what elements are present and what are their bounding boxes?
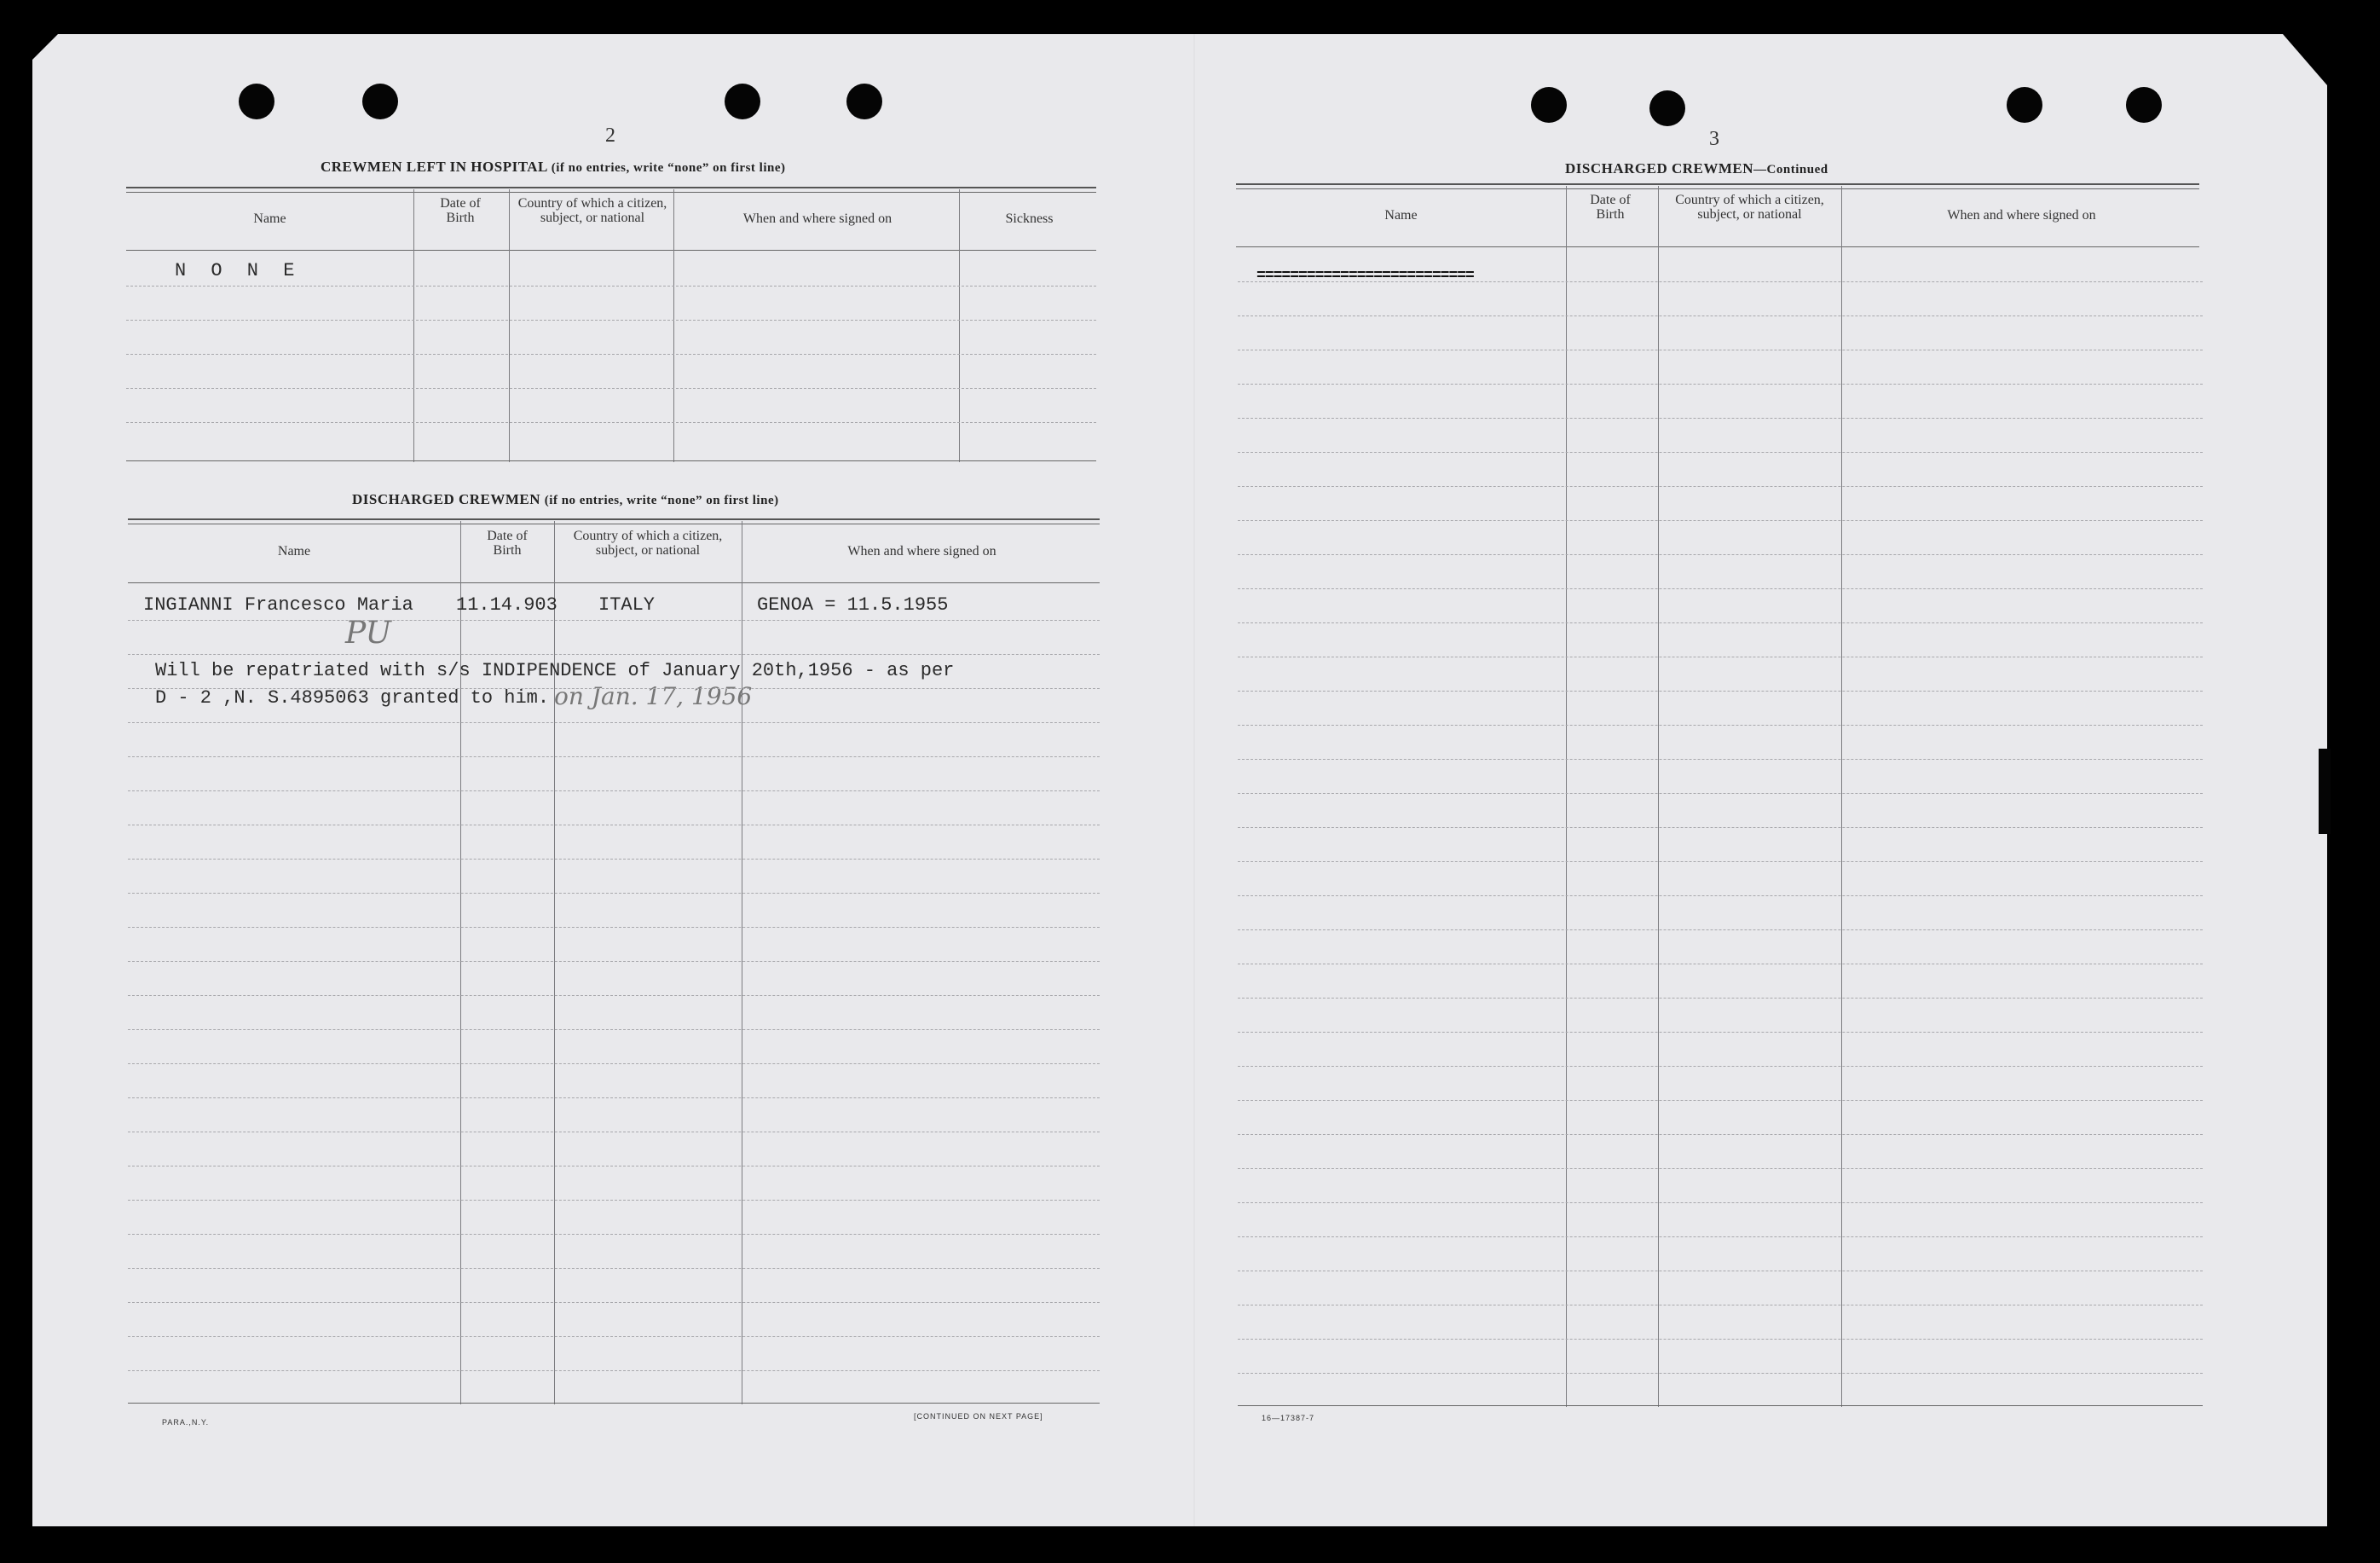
table-rule [1236, 246, 2199, 247]
ruled-line [128, 654, 1100, 655]
column-divider [1658, 186, 1659, 1407]
table-rule [128, 518, 1100, 520]
ruled-line [1238, 895, 2203, 896]
punch-hole [362, 84, 398, 119]
ruled-line [1238, 384, 2203, 385]
discharged-title-text: DISCHARGED CREWMEN [352, 491, 541, 507]
punch-hole [846, 84, 882, 119]
discharged-continued-title [1565, 160, 1828, 177]
column-header-dob: Date of Birth [1590, 193, 1631, 222]
column-header-name: Name [1384, 208, 1418, 223]
none-dash-line: ========================== [1256, 268, 1474, 285]
ruled-line [128, 1268, 1100, 1269]
ruled-line [126, 286, 1096, 287]
ruled-line [1238, 1202, 2203, 1203]
hospital-title-note: (if no entries, write “none” on first line) [551, 161, 786, 175]
ruled-line [1238, 1100, 2203, 1101]
ruled-line [128, 756, 1100, 757]
column-divider [413, 189, 414, 462]
repatriation-remark: Will be repatriated with s/s INDIPENDENCE of January 20th,1956 - as per [155, 660, 955, 681]
ruled-line [128, 995, 1100, 996]
table-rule [126, 460, 1096, 461]
table-rule [1236, 183, 2199, 185]
crewman-date-of-birth: 11.14.903 [456, 594, 557, 616]
ruled-line [128, 790, 1100, 791]
ruled-line [1238, 725, 2203, 726]
table-rule [1236, 188, 2199, 189]
ruled-line [1238, 1066, 2203, 1067]
punch-hole [239, 84, 274, 119]
punch-hole [2007, 87, 2042, 123]
ruled-line [1238, 1168, 2203, 1169]
ruled-line [1238, 486, 2203, 487]
column-divider [959, 189, 960, 462]
footer-form-number: 16—17387-7 [1262, 1414, 1315, 1422]
column-header-dob: Date of Birth [440, 196, 481, 225]
column-header-signed-on: When and where signed on [1947, 208, 2096, 223]
column-header-name: Name [277, 544, 311, 559]
hospital-section-title [321, 159, 786, 176]
column-divider [673, 189, 674, 462]
crewman-signed-on: GENOA = 11.5.1955 [757, 594, 949, 616]
ruled-line [1238, 554, 2203, 555]
ruled-line [128, 927, 1100, 928]
page-number: 2 [605, 124, 615, 147]
hospital-title-text: CREWMEN LEFT IN HOSPITAL [321, 159, 547, 175]
column-header-name: Name [253, 211, 286, 226]
column-header-sickness: Sickness [1005, 211, 1054, 226]
ruled-line [128, 1200, 1100, 1201]
ruled-line [1238, 281, 2203, 282]
table-rule [1238, 1405, 2203, 1406]
ruled-line [1238, 691, 2203, 692]
column-header-dob: Date of Birth [487, 529, 528, 558]
ruled-line [128, 1370, 1100, 1371]
repatriation-remark: D - 2 ,N. S.4895063 granted to him. [155, 687, 550, 709]
ruled-line [128, 1234, 1100, 1235]
ruled-line [128, 1029, 1100, 1030]
ruled-line [128, 620, 1100, 621]
page-fold [1193, 34, 1195, 1526]
ruled-line [128, 1302, 1100, 1303]
ruled-line [128, 1097, 1100, 1098]
discharged-section-title [352, 491, 779, 508]
ruled-line [128, 859, 1100, 860]
ruled-line [128, 893, 1100, 894]
column-header-signed-on: When and where signed on [742, 211, 892, 226]
crewman-name: INGIANNI Francesco Maria [143, 594, 413, 616]
ruled-line [126, 320, 1096, 321]
hospital-none-entry: N O N E [175, 260, 302, 281]
column-divider [1566, 186, 1567, 1407]
ruled-line [1238, 827, 2203, 828]
page-number: 3 [1709, 128, 1719, 150]
ruled-line [1238, 1134, 2203, 1135]
ruled-line [128, 688, 1100, 689]
table-rule [128, 582, 1100, 583]
ruled-line [1238, 998, 2203, 999]
table-rule [126, 250, 1096, 251]
ruled-line [1238, 1339, 2203, 1340]
punch-hole [1649, 90, 1685, 126]
continued-suffix: —Continued [1753, 163, 1828, 177]
ruled-line [128, 1336, 1100, 1337]
table-rule [128, 1403, 1100, 1404]
ruled-line [1238, 520, 2203, 521]
ruled-line [1238, 1032, 2203, 1033]
column-header-country: Country of which a citizen, subject, or national [517, 196, 667, 225]
ruled-line [1238, 622, 2203, 623]
column-divider [1841, 186, 1842, 1407]
punch-hole [2126, 87, 2162, 123]
ruled-line [1238, 1236, 2203, 1237]
ruled-line [128, 961, 1100, 962]
handwritten-date-note: on Jan. 17, 1956 [554, 682, 753, 710]
crewman-country: ITALY [598, 594, 656, 616]
ruled-line [1238, 793, 2203, 794]
table-rule [126, 187, 1096, 188]
ruled-line [1238, 315, 2203, 316]
discharged-continued-text: DISCHARGED CREWMEN [1565, 160, 1754, 177]
edge-tab [2319, 749, 2331, 834]
column-header-country: Country of which a citizen, subject, or national [573, 529, 723, 558]
table-rule [126, 192, 1096, 193]
ruled-line [1238, 1373, 2203, 1374]
punch-hole [725, 84, 760, 119]
ruled-line [1238, 759, 2203, 760]
ruled-line [126, 354, 1096, 355]
ruled-line [128, 722, 1100, 723]
ruled-line [126, 422, 1096, 423]
column-header-country: Country of which a citizen, subject, or national [1675, 193, 1824, 222]
punch-hole [1531, 87, 1567, 123]
footer-left: PARA.,N.Y. [162, 1418, 210, 1427]
ruled-line [126, 388, 1096, 389]
ruled-line [1238, 861, 2203, 862]
handwritten-initials: PU [345, 616, 391, 651]
footer-continued: [CONTINUED ON NEXT PAGE] [914, 1412, 1043, 1421]
ruled-line [1238, 452, 2203, 453]
discharged-title-note: (if no entries, write “none” on first line) [544, 494, 779, 507]
ruled-line [128, 1063, 1100, 1064]
column-header-signed-on: When and where signed on [847, 544, 996, 559]
ruled-line [1238, 588, 2203, 589]
column-divider [509, 189, 510, 462]
ruled-line [1238, 418, 2203, 419]
ruled-line [1238, 929, 2203, 930]
